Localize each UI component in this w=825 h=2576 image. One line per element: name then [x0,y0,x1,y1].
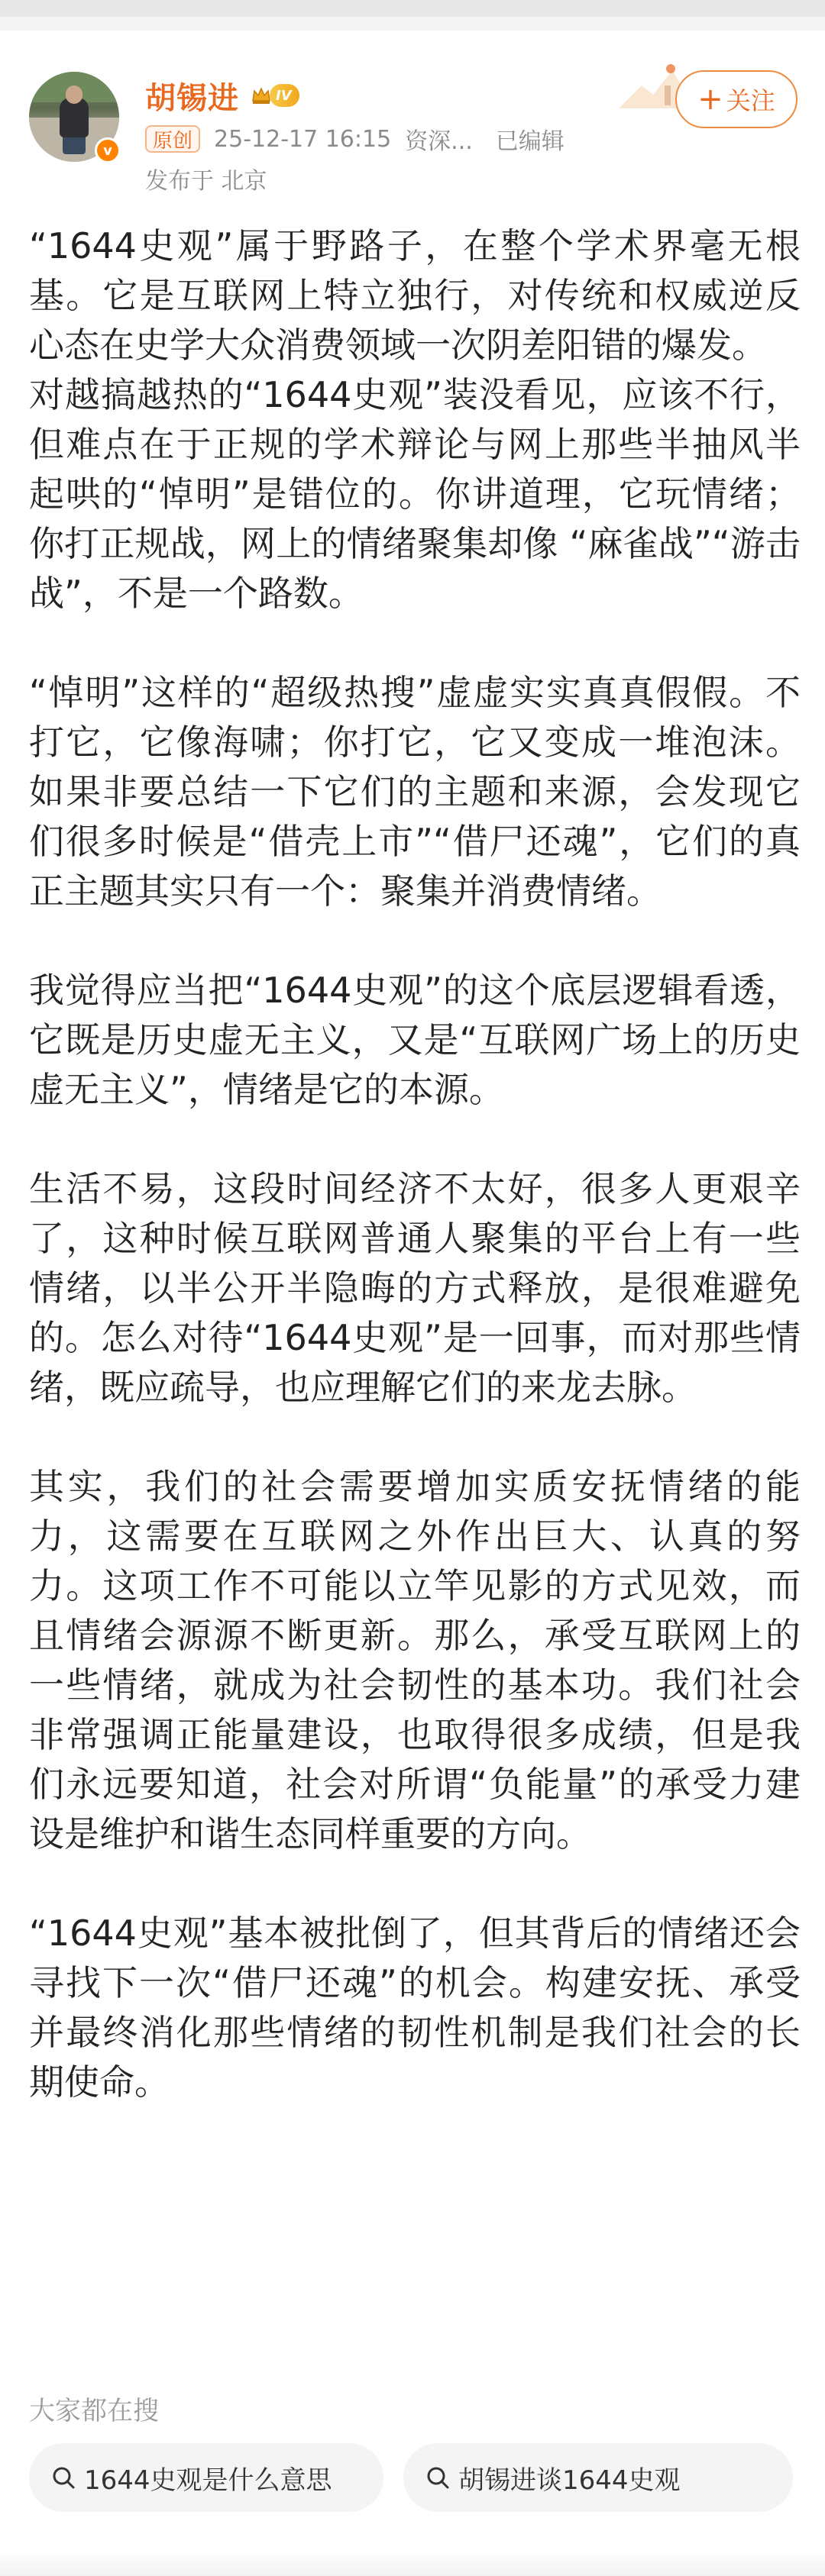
search-chip-label: 胡锡进谈1644史观 [458,2465,681,2496]
post-paragraph: 对越搞越热的“1644史观”装没看见，应该不行，但难点在于正规的学术辩论与网上那些半抽风半起哄的“悼明”是错位的。你讲道理，它玩情绪；你打正规战，网上的情绪聚集却像 “麻雀战”“游击战”，不是一个路数。 [29,374,801,614]
post-paragraph: “1644史观”基本被批倒了，但其背后的情绪还会寻找下一次“借尸还魂”的机会。构建安抚、承受并最终消化那些情绪的韧性机制是我们社会的长期使命。 [29,1913,801,2103]
post-paragraph: “1644史观”属于野路子，在整个学术界毫无根基。它是互联网上特立独行，对传统和权威逆反心态在史学大众消费领域一次阴差阳错的爆发。 [29,225,801,366]
post-source: 资深... [405,128,473,155]
search-icon [50,2465,76,2490]
v-badge-icon: v [95,137,121,163]
level-text: IV [270,84,299,107]
search-icon [425,2465,451,2490]
meta-row [145,124,565,154]
search-chip[interactable] [403,2443,793,2512]
author-name[interactable]: 胡锡进 [145,80,239,116]
post-paragraph: 其实，我们的社会需要增加实质安抚情绪的能力，这需要在互联网之外作出巨大、认真的努力。这项工作不可能以立竿见影的方式见效，而且情绪会源源不断更新。那么，承受互联网上的一些情绪，就成为社会韧性的基本功。我们社会非常强调正能量建设，也取得很多成绩，但是我们永远要知道，社会对所谓“负能量”的承受力建设是维护和谐生态同样重要的方向。 [29,1466,801,1855]
trending-search-chips [29,2443,813,2512]
search-chip[interactable] [29,2443,383,2512]
bottom-edge [0,2550,825,2576]
top-divider [0,0,825,17]
level-badge[interactable] [250,84,299,107]
post-paragraph: “悼明”这样的“超级热搜”虚虚实实真真假假。不打它，它像海啸；你打它，它又变成一堆泡沫。如果非要总结一下它们的主题和来源，会发现它们很多时候是“借壳上市”“借尸还魂”，它们的真正主题其实只有一个：聚集并消费情绪。 [29,672,801,912]
post-paragraph: 我觉得应当把“1644史观”的这个底层逻辑看透，它既是历史虚无主义，又是“互联网广场上的历史虚无主义”，情绪是它的本源。 [29,970,801,1110]
edited-label[interactable]: 已编辑 [495,128,565,155]
follow-label: 关注 [726,86,775,115]
post-timestamp: 25-12-17 16:15 [214,125,392,153]
crown-icon [250,84,273,107]
trending-search-label: 大家都在搜 [29,2396,159,2426]
search-chip-label: 1644史观是什么意思 [84,2465,332,2496]
post-header [0,55,825,208]
location-label: 发布于 北京 [145,168,267,195]
post-paragraph: 生活不易，这段时间经济不太好，很多人更艰辛了，这种时候互联网普通人聚集的平台上有一些情绪，以半公开半隐晦的方式释放，是很难避免的。怎么对待“1644史观”是一回事，而对那些情绪，既应疏导，也应理解它们的来龙去脉。 [29,1168,801,1408]
plus-icon: + [697,82,723,117]
post-body [29,221,801,2157]
avatar[interactable] [29,72,119,162]
author-row [145,76,299,115]
follow-button[interactable] [675,70,798,128]
original-tag: 原创 [145,125,200,153]
top-spacer [0,17,825,31]
